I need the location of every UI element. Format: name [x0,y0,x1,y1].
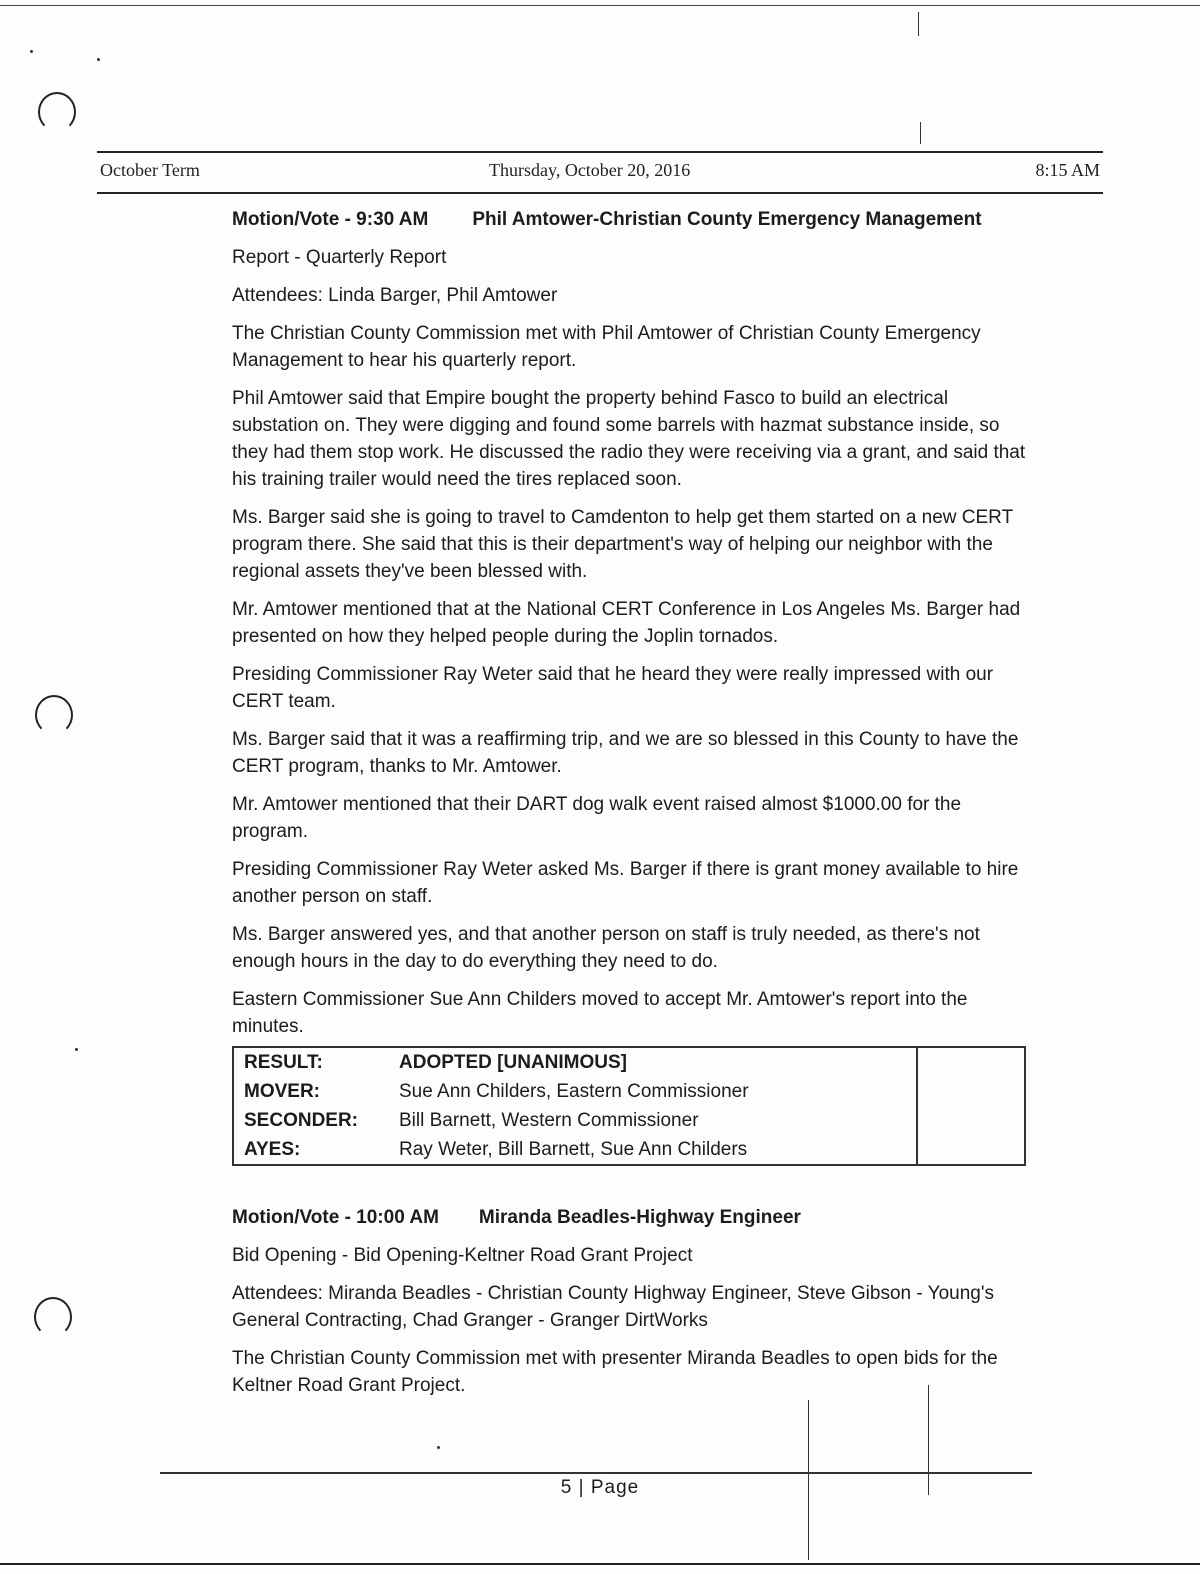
motion-label: Motion/Vote - 10:00 AM [232,1207,439,1228]
paragraph: Ms. Barger said she is going to travel to Camdenton to help get them started on a new CERT program there. She said that this is their department's way of helping our neighbor with the regional assets they've been blessed with. [232,507,1013,582]
scan-dot [75,1048,78,1051]
attendees-line: Attendees: Linda Barger, Phil Amtower [232,285,558,306]
bid-opening-line: Bid Opening - Bid Opening-Keltner Road Grant Project [232,1245,693,1266]
report-line: Report - Quarterly Report [232,247,447,268]
scan-dot [97,58,100,61]
scan-top-edge [0,5,1200,6]
paragraph: Presiding Commissioner Ray Weter said that he heard they were really impressed with our CERT team. [232,664,994,712]
paragraph: Presiding Commissioner Ray Weter asked Ms. Barger if there is grant money available to hire another person on staff. [232,859,1019,907]
paragraph: Phil Amtower said that Empire bought the property behind Fasco to build an electrical substation on. They were digging and found some barrels with hazmat substance inside, so they had them stop work. He discussed the radio they were receiving via a grant, and said that his training trailer would need the tires replaced soon. [232,388,1026,490]
mover-value: Sue Ann Childers, Eastern Commissioner [399,1081,749,1102]
header-term: October Term [100,160,200,180]
scan-dot [30,50,33,53]
header-bottom-rule [97,192,1103,194]
header-top-rule [97,151,1103,153]
punch-hole-icon [35,695,73,735]
header-time: 8:15 AM [1035,160,1100,180]
ayes-label: AYES: [244,1139,301,1160]
page-number: 5 | Page [560,1477,640,1498]
scan-mark [920,122,921,144]
paragraph: Eastern Commissioner Sue Ann Childers moved to accept Mr. Amtower's report into the minutes. [232,989,968,1037]
footer-rule [160,1472,1032,1474]
table-row [233,1047,1025,1077]
seconder-label: SECONDER: [244,1110,359,1131]
header-date: Thursday, October 20, 2016 [489,160,691,180]
motion-label: Motion/Vote - 9:30 AM [232,209,429,230]
scan-bottom-edge [0,1563,1200,1565]
table-row [233,1106,1025,1135]
motion-title: Miranda Beadles-Highway Engineer [478,1207,801,1228]
paragraph: Ms. Barger said that it was a reaffirming trip, and we are so blessed in this County to have the CERT program, thanks to Mr. Amtower. [232,729,1019,777]
ayes-value: Ray Weter, Bill Barnett, Sue Ann Childers [399,1139,748,1160]
motion-heading [232,1204,1032,1231]
scan-dot [437,1446,440,1449]
motion-heading [232,206,1032,233]
punch-hole-icon [34,1297,72,1337]
table-row [233,1135,1025,1165]
attendees-line: Attendees: Miranda Beadles - Christian County Highway Engineer, Steve Gibson - Young's General Contracting, Chad Granger - Granger DirtWorks [232,1283,994,1331]
paragraph: Mr. Amtower mentioned that at the National CERT Conference in Los Angeles Ms. Barger had presented on how they helped people during the Joplin tornados. [232,599,1021,647]
motion-title: Phil Amtower-Christian County Emergency Management [472,209,982,230]
result-value: ADOPTED [UNANIMOUS] [399,1052,627,1073]
paragraph: The Christian County Commission met with Phil Amtower of Christian County Emergency Management to hear his quarterly report. [232,323,981,371]
table-side-cell [917,1047,1025,1165]
paragraph: Ms. Barger answered yes, and that another person on staff is truly needed, as there's not enough hours in the day to do everything they need to do. [232,924,980,972]
paragraph: Mr. Amtower mentioned that their DART dog walk event raised almost $1000.00 for the program. [232,794,962,842]
vote-result-table [232,1046,1026,1166]
scan-mark [918,12,919,36]
table-row [233,1077,1025,1106]
mover-label: MOVER: [244,1081,320,1102]
result-label: RESULT: [244,1052,323,1073]
minutes-body [232,206,1032,1410]
punch-hole-icon [38,92,76,132]
paragraph: The Christian County Commission met with presenter Miranda Beadles to open bids for the Keltner Road Grant Project. [232,1348,998,1396]
seconder-value: Bill Barnett, Western Commissioner [399,1110,699,1131]
